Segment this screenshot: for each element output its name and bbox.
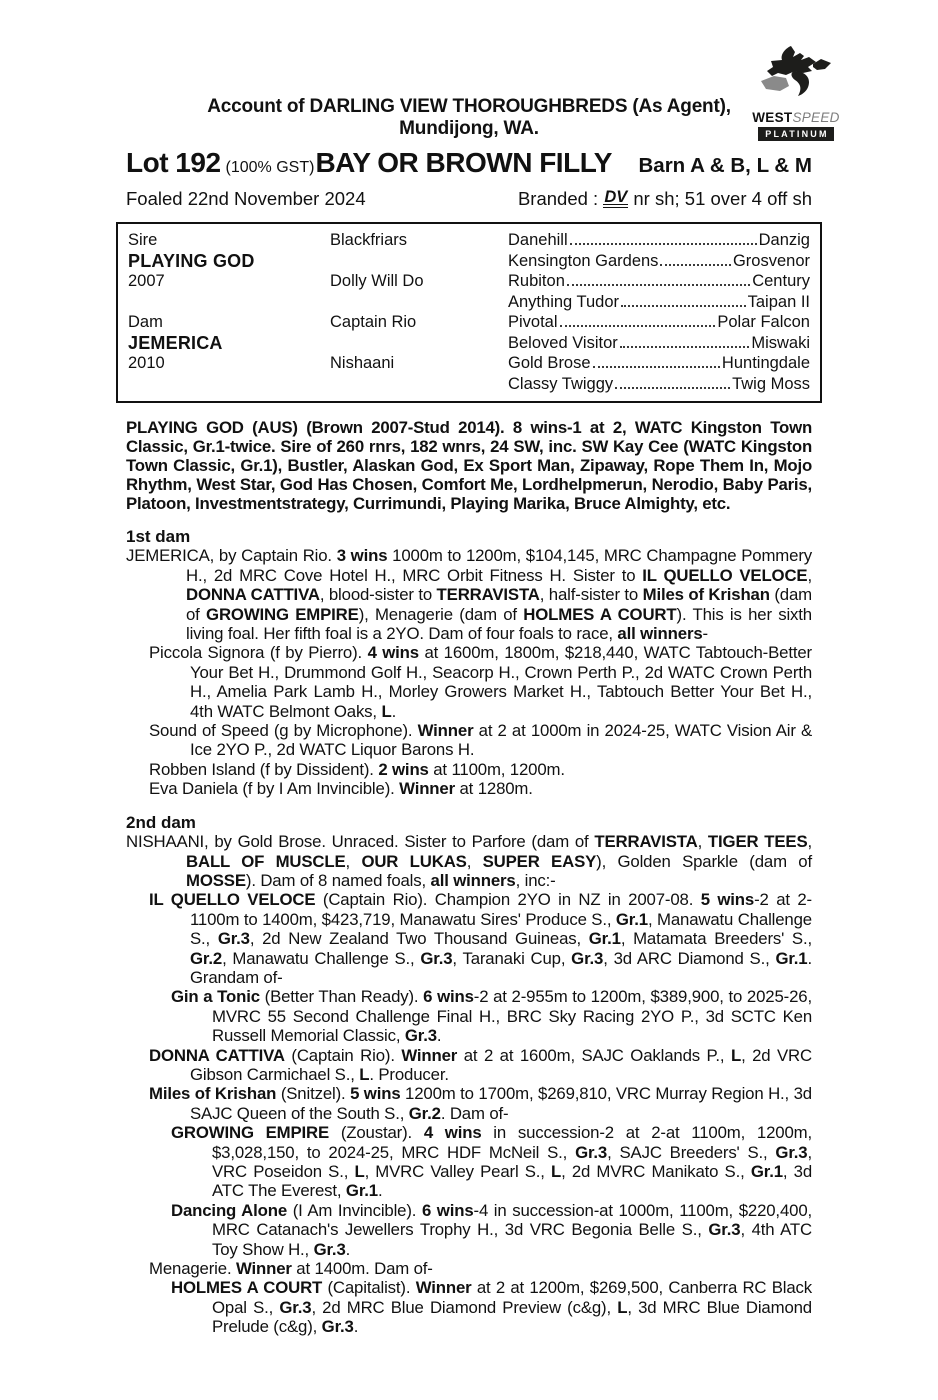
ancestor-sire: Danzig [758, 231, 810, 249]
pedigree-row [128, 292, 810, 313]
dam-year: 2010 [128, 354, 165, 372]
dam-entry: JEMERICA, by Captain Rio. 3 wins 1000m to 1200m, $104,145, MRC Champagne Pommery H., 2d MRC Cove Hotel H., MRC Orbit Fitness H. Sister to IL QUELLO VELOCE, DONNA CATTIVA, blood-sister to TERRAVISTA, half-sister to Miles of Krishan (dam of GROWING EMPIRE), Menagerie (dam of HOLMES A COURT). This is her sixth living foal. Her fifth foal is a 2YO. Dam of four foals to race, all winners- [126, 546, 813, 644]
section-heading-1st-dam: 1st dam [126, 527, 191, 546]
progeny-entry: Menagerie. Winner at 1400m. Dam of- [149, 1259, 433, 1279]
dot-leader [660, 264, 731, 266]
sire-name: PLAYING GOD [128, 250, 255, 271]
sire-summary-paragraph: PLAYING GOD (AUS) (Brown 2007-Stud 2014). 8 wins-1 at 2, WATC Kingston Town Classic, Gr.1-twice. Sire of 260 rnrs, 182 wnrs, 24 SW, inc. SW Kay Cee (WATC Kingston Town Classic, Gr.1), Bustler, Alaskan God, Ex Sport Man, Zipaway, Rope Them In, Mojo Rhythm, West Star, God Has Chosen, Comfort Me, Lordhelpmerun, Nerodio, Baby Paris, Platoon, Investmentstrategy, Currimundi, Playing Marika, Bruce Almighty, etc. [126, 418, 812, 513]
second-dam-name: Nishaani [330, 354, 395, 372]
foaled-date: Foaled 22nd November 2024 [126, 188, 366, 209]
progeny-entry: Sound of Speed (g by Microphone). Winner at 2 at 1000m in 2024-25, WATC Vision Air & Ice 2YO P., 2d WATC Liquor Barons H. [149, 721, 812, 760]
progeny-entry: GROWING EMPIRE (Zoustar). 4 wins in succession-2 at 2-at 1100m, 1200m, $3,028,150, to 2024-25, MRC HDF McNeil S., Gr.3, SAJC Breeders' S., Gr.3, VRC Poseidon S., L, MVRC Valley Pearl S., L, 2d MVRC Manikato S., Gr.1, 3d ATC The Everest, Gr.1. [171, 1123, 812, 1201]
progeny-entry: Miles of Krishan (Snitzel). 5 wins 1200m to 1700m, $269,810, VRC Murray Region H., 3d SAJC Queen of the South S., Gr.2. Dam of- [149, 1084, 812, 1123]
ancestor-name: Gold Brose [508, 354, 591, 372]
pedigree-cell [128, 374, 330, 395]
progeny-entry: IL QUELLO VELOCE (Captain Rio). Champion 2YO in NZ in 2007-08. 5 wins-2 at 2-1100m to 1400m, $423,719, Manawatu Sires' Produce S., Gr.1, Manawatu Challenge S., Gr.3, 2d New Zealand Two Thousand Guineas, Gr.1, Matamata Breeders' S., Gr.2, Manawatu Challenge S., Gr.3, Taranaki Cup, Gr.3, 3d ARC Diamond S., Gr.1. Grandam of- [149, 890, 813, 987]
foaled-branded-row [126, 188, 812, 211]
logo-word-speed: SPEED [792, 110, 840, 125]
pedigree-row [128, 353, 810, 374]
ancestor-sire: Polar Falcon [717, 313, 810, 331]
dot-leader [567, 284, 750, 286]
progeny-entry: Dancing Alone (I Am Invincible). 6 wins-4 in succession-at 1000m, 1100m, $220,400, MRC Catanach's Jewellers Trophy H., 3d VRC Begonia Belle S., Gr.3, 4th ATC Toy Show H., Gr.3. [171, 1200, 813, 1259]
pedigree-row [128, 333, 810, 354]
ancestor-pair [508, 312, 810, 333]
damsire-name: Captain Rio [330, 313, 417, 331]
barn-assignment: Barn A & B, L & M [638, 154, 812, 177]
ancestor-pair [508, 251, 810, 272]
dot-leader [593, 366, 720, 368]
progeny-entry: Gin a Tonic (Better Than Ready). 6 wins-2 at 2-955m to 1200m, $389,900, to 2025-26, MVRC 55 Second Challenge Final H., BRC Sky Racing 2YO P., 3d SCTC Ken Russell Memorial Classic, Gr.3. [171, 987, 812, 1046]
ancestor-sire: Grosvenor [732, 251, 810, 270]
brand-location-text: nr sh; 51 over 4 off sh [628, 188, 812, 209]
ancestor-sire: Century [752, 272, 810, 290]
pedigree-row [128, 271, 810, 292]
horse-logo-icon [752, 44, 840, 111]
ancestor-sire: Huntingdale [721, 354, 810, 372]
pedigree-cell [330, 292, 508, 313]
branded-label: Branded : [517, 188, 604, 209]
ancestor-name: Classy Twiggy [508, 374, 614, 393]
lot-title-row [126, 147, 812, 179]
grandam-name: Dolly Will Do [330, 272, 424, 290]
logo-word-west: WEST [752, 110, 793, 125]
ancestor-pair [508, 374, 810, 395]
pedigree-row [128, 374, 810, 395]
progeny-entry: Robben Island (f by Dissident). 2 wins at 1100m, 1200m. [149, 759, 565, 779]
ancestor-name: Pivotal [508, 313, 558, 331]
dot-leader [570, 243, 757, 245]
dot-leader [620, 346, 750, 348]
ancestor-pair [508, 292, 810, 313]
dam-label: Dam [128, 313, 163, 331]
ancestor-pair [508, 353, 810, 374]
logo-platinum-badge: PLATINUM [758, 127, 833, 141]
lot-number: Lot 192 [126, 147, 221, 178]
ancestor-name: Rubiton [508, 272, 565, 290]
section-heading-2nd-dam: 2nd dam [126, 812, 196, 832]
progeny-entry: HOLMES A COURT (Capitalist). Winner at 2 at 1200m, $269,500, Canberra RC Black Opal S., Gr.3, 2d MRC Blue Diamond Preview (c&g), L, 3d MRC Blue Diamond Prelude (c&g), Gr.3. [171, 1278, 812, 1337]
gst-note: (100% GST) [225, 159, 315, 176]
logo-wordmark [752, 111, 839, 125]
brand-mark: DV [604, 188, 628, 206]
ancestor-name: Kensington Gardens [508, 251, 659, 270]
ancestor-name: Anything Tudor [508, 292, 619, 311]
ancestor-sire: Miswaki [751, 333, 810, 352]
pedigree-row [128, 230, 810, 251]
ancestor-name: Beloved Visitor [508, 333, 618, 352]
ancestor-pair [508, 271, 810, 292]
progeny-entry: Eva Daniela (f by I Am Invincible). Winner at 1280m. [149, 779, 533, 799]
sire-year: 2007 [128, 272, 165, 290]
vendor-location: Mundijong, WA. [399, 118, 539, 139]
lot-description: BAY OR BROWN FILLY [315, 147, 612, 178]
dam-entry: NISHAANI, by Gold Brose. Unraced. Sister to Parfore (dam of TERRAVISTA, TIGER TEES, BALL OF MUSCLE, OUR LUKAS, SUPER EASY), Golden Sparkle (dam of MOSSE). Dam of 8 named foals, all winners, inc:- [126, 832, 812, 890]
ancestor-name: Danehill [508, 231, 568, 249]
pedigree-table [116, 222, 822, 403]
dot-leader [621, 305, 746, 307]
westspeed-platinum-logo [746, 44, 846, 141]
pedigree-cell [330, 333, 508, 354]
sire-label: Sire [128, 231, 158, 249]
grandsire-name: Blackfriars [330, 231, 408, 249]
ancestor-pair [508, 230, 810, 251]
brand-details [518, 188, 812, 211]
dot-leader [560, 325, 716, 327]
ancestor-pair [508, 333, 810, 354]
pedigree-cell [128, 292, 330, 313]
pedigree-cell [330, 251, 508, 272]
vendor-account-line: Account of DARLING VIEW THOROUGHBREDS (As Agent), [207, 96, 731, 117]
progeny-entry: DONNA CATTIVA (Captain Rio). Winner at 2 at 1600m, SAJC Oaklands P., L, 2d VRC Gibson Carmichael S., L. Producer. [149, 1045, 812, 1084]
ancestor-sire: Twig Moss [732, 374, 810, 393]
pedigree-row [128, 312, 810, 333]
pedigree-cell [330, 374, 508, 395]
pedigree-row [128, 251, 810, 272]
dot-leader [615, 387, 730, 389]
dam-name: JEMERICA [128, 332, 223, 353]
progeny-entry: Piccola Signora (f by Pierro). 4 wins at 1600m, 1800m, $218,440, WATC Tabtouch-Better Your Bet H., Drummond Golf H., Seacorp H., Crown Perth P., 2d WATC Crown Perth H., Amelia Park Lamb H., Morley Growers Market H., Tabtouch Better Your Bet H., 4th WATC Belmont Oaks, L. [149, 643, 812, 721]
ancestor-sire: Taipan II [747, 292, 810, 311]
